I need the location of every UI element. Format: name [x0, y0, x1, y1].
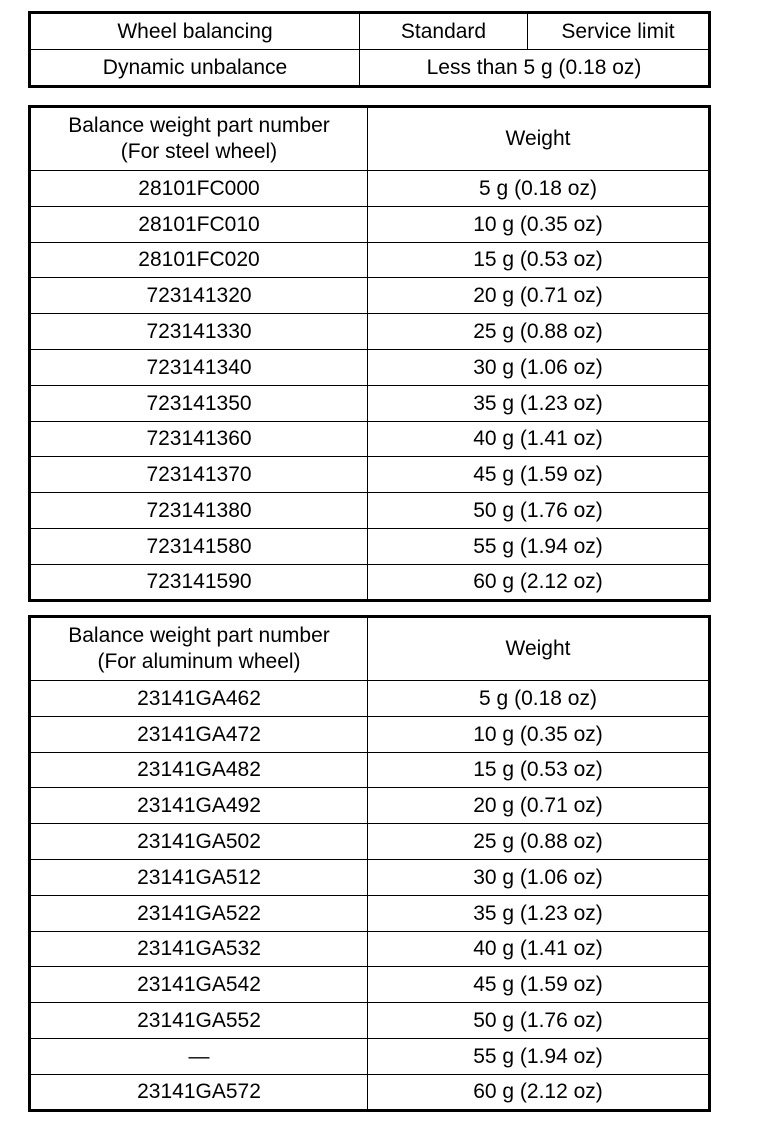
part-number-cell: 723141320 — [30, 278, 368, 314]
table-row — [30, 206, 710, 242]
aluminum-rows — [30, 681, 710, 1111]
table-row — [30, 788, 710, 824]
part-number-cell: 28101FC010 — [30, 206, 368, 242]
part-number-header — [30, 107, 368, 171]
part-number-cell: 23141GA492 — [30, 788, 368, 824]
weight-cell: 25 g (0.88 oz) — [368, 824, 710, 860]
table-header-row — [30, 107, 710, 171]
table-row — [30, 493, 710, 529]
table-row — [30, 824, 710, 860]
weight-cell: 40 g (1.41 oz) — [368, 931, 710, 967]
part-number-header-line2: (For aluminum wheel) — [97, 650, 301, 673]
weight-cell: 45 g (1.59 oz) — [368, 457, 710, 493]
weight-cell: 50 g (1.76 oz) — [368, 1003, 710, 1039]
table-row — [30, 716, 710, 752]
table-row — [30, 50, 710, 87]
weight-cell: 20 g (0.71 oz) — [368, 278, 710, 314]
weight-cell: 25 g (0.88 oz) — [368, 314, 710, 350]
table-row — [30, 752, 710, 788]
weight-cell: 35 g (1.23 oz) — [368, 895, 710, 931]
table-row — [30, 171, 710, 207]
table-row — [30, 859, 710, 895]
part-number-cell: 723141360 — [30, 421, 368, 457]
table-row — [30, 278, 710, 314]
weight-cell: 60 g (2.12 oz) — [368, 564, 710, 600]
weight-cell: 35 g (1.23 oz) — [368, 385, 710, 421]
weight-cell: 20 g (0.71 oz) — [368, 788, 710, 824]
table-row — [30, 457, 710, 493]
table-row — [30, 421, 710, 457]
standard-header: Standard — [360, 13, 528, 50]
part-number-cell: 23141GA542 — [30, 967, 368, 1003]
weight-cell: 30 g (1.06 oz) — [368, 349, 710, 385]
table-row — [30, 1003, 710, 1039]
table-row — [30, 1038, 710, 1074]
part-number-cell: 23141GA572 — [30, 1074, 368, 1110]
table-row — [30, 1074, 710, 1110]
part-number-cell: 23141GA462 — [30, 681, 368, 717]
weight-cell: 55 g (1.94 oz) — [368, 528, 710, 564]
part-number-cell: 723141590 — [30, 564, 368, 600]
wheel-balancing-header: Wheel balancing — [30, 13, 360, 50]
table-row — [30, 242, 710, 278]
weight-cell: 5 g (0.18 oz) — [368, 171, 710, 207]
part-number-cell: 23141GA512 — [30, 859, 368, 895]
part-number-cell: 723141380 — [30, 493, 368, 529]
table-row — [30, 314, 710, 350]
part-number-header-line1: Balance weight part number — [68, 113, 330, 137]
table-header-row — [30, 617, 710, 681]
weight-header: Weight — [368, 617, 710, 681]
service-limit-header: Service limit — [528, 13, 710, 50]
table-row — [30, 564, 710, 600]
weight-cell: 30 g (1.06 oz) — [368, 859, 710, 895]
table-row — [30, 967, 710, 1003]
weight-cell: 40 g (1.41 oz) — [368, 421, 710, 457]
table-row — [30, 385, 710, 421]
table-row — [30, 895, 710, 931]
table-header-row — [30, 13, 710, 50]
part-number-cell: 723141370 — [30, 457, 368, 493]
part-number-cell: 723141580 — [30, 528, 368, 564]
weight-header: Weight — [368, 107, 710, 171]
part-number-cell: 23141GA532 — [30, 931, 368, 967]
part-number-cell: 23141GA472 — [30, 716, 368, 752]
weight-cell: 60 g (2.12 oz) — [368, 1074, 710, 1110]
part-number-cell: 723141350 — [30, 385, 368, 421]
weight-cell: 10 g (0.35 oz) — [368, 206, 710, 242]
weight-cell: 50 g (1.76 oz) — [368, 493, 710, 529]
part-number-header — [30, 617, 368, 681]
part-number-cell: 23141GA482 — [30, 752, 368, 788]
aluminum-wheel-weights-table — [28, 615, 711, 1112]
weight-cell: 55 g (1.94 oz) — [368, 1038, 710, 1074]
table-row — [30, 349, 710, 385]
part-number-cell: — — [30, 1038, 368, 1074]
part-number-cell: 723141340 — [30, 349, 368, 385]
part-number-cell: 23141GA552 — [30, 1003, 368, 1039]
dynamic-unbalance-value: Less than 5 g (0.18 oz) — [360, 50, 710, 87]
part-number-cell: 23141GA502 — [30, 824, 368, 860]
part-number-cell: 28101FC020 — [30, 242, 368, 278]
table-row — [30, 681, 710, 717]
weight-cell: 15 g (0.53 oz) — [368, 242, 710, 278]
weight-cell: 10 g (0.35 oz) — [368, 716, 710, 752]
table-row — [30, 528, 710, 564]
weight-cell: 15 g (0.53 oz) — [368, 752, 710, 788]
part-number-header-line1: Balance weight part number — [68, 623, 330, 647]
weight-cell: 5 g (0.18 oz) — [368, 681, 710, 717]
wheel-balancing-table — [28, 11, 711, 88]
part-number-cell: 23141GA522 — [30, 895, 368, 931]
part-number-cell: 28101FC000 — [30, 171, 368, 207]
part-number-header-line2: (For steel wheel) — [120, 140, 278, 163]
weight-cell: 45 g (1.59 oz) — [368, 967, 710, 1003]
steel-rows — [30, 171, 710, 601]
dynamic-unbalance-label: Dynamic unbalance — [30, 50, 360, 87]
steel-wheel-weights-table — [28, 105, 711, 602]
part-number-cell: 723141330 — [30, 314, 368, 350]
table-row — [30, 931, 710, 967]
